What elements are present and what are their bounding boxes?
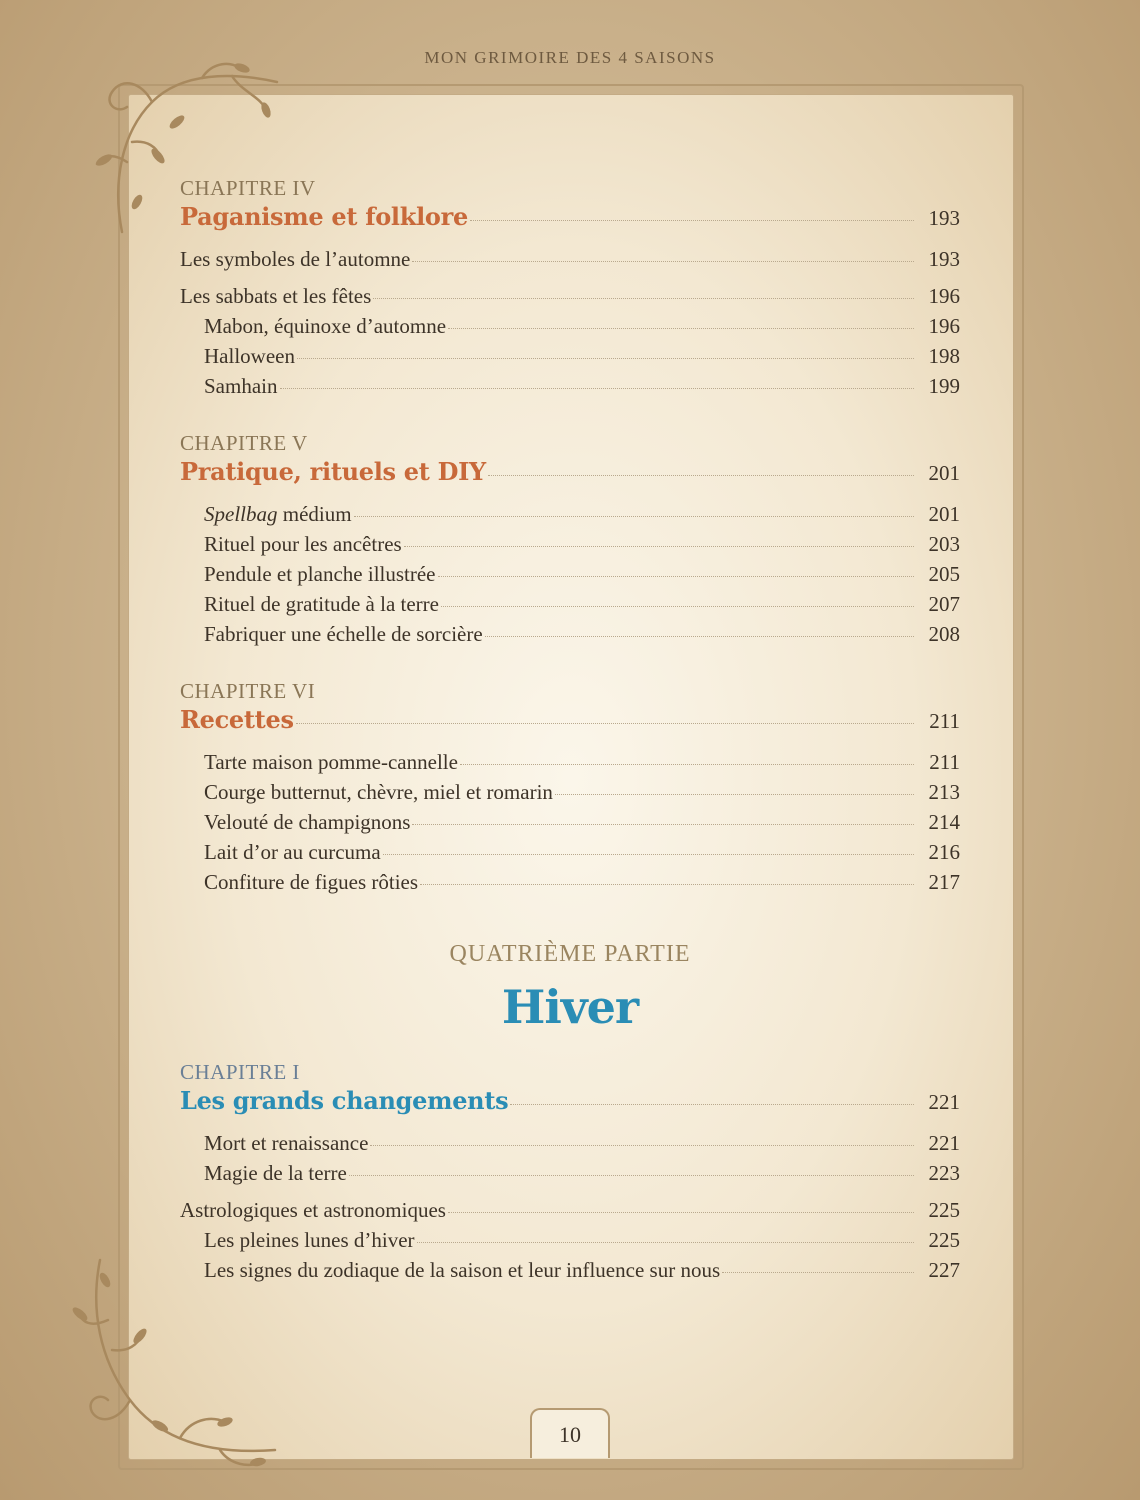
- dot-leader: [280, 388, 915, 389]
- toc-entry[interactable]: [180, 529, 960, 559]
- toc-entry[interactable]: [180, 747, 960, 777]
- dot-leader: [370, 1145, 914, 1146]
- chapter-title-row[interactable]: [180, 455, 960, 489]
- page-number: 196: [928, 284, 960, 308]
- page-number: 225: [928, 1198, 960, 1222]
- page-number: 201: [928, 461, 960, 485]
- dot-leader: [460, 764, 914, 765]
- chapter-title-row[interactable]: [180, 200, 960, 234]
- chapter-number: CHAPITRE VI: [180, 679, 316, 703]
- dot-leader: [722, 1272, 914, 1273]
- toc-entry[interactable]: [180, 499, 960, 529]
- dot-leader: [404, 546, 914, 547]
- dot-leader: [510, 1104, 914, 1105]
- dot-leader: [383, 854, 914, 855]
- toc-entry[interactable]: [180, 777, 960, 807]
- entry-label: Mabon, équinoxe d’automne: [204, 314, 447, 338]
- dot-leader: [470, 220, 914, 221]
- chapter-title: Les grands changements: [180, 1086, 509, 1115]
- dot-leader: [441, 606, 914, 607]
- dot-leader: [417, 1242, 914, 1243]
- chapter-title-row[interactable]: [180, 1084, 960, 1118]
- dot-leader: [448, 328, 914, 329]
- page-number: 196: [928, 314, 960, 338]
- toc-entry[interactable]: [180, 311, 960, 341]
- dot-leader: [488, 475, 914, 476]
- dot-leader: [373, 298, 914, 299]
- dot-leader: [438, 576, 914, 577]
- page-number: 214: [928, 810, 960, 834]
- chapter-number: CHAPITRE V: [180, 431, 308, 455]
- toc-entry[interactable]: [180, 559, 960, 589]
- chapter-block: [180, 1060, 960, 1285]
- entry-label: Les pleines lunes d’hiver: [204, 1228, 415, 1252]
- entry-label: Tarte maison pomme-cannelle: [204, 750, 458, 774]
- entry-label: Velouté de champignons: [204, 810, 411, 834]
- dot-leader: [420, 884, 914, 885]
- chapter-number: CHAPITRE IV: [180, 176, 316, 200]
- page-number: 223: [928, 1161, 960, 1185]
- page-number: 205: [928, 562, 960, 586]
- page-number: 211: [929, 709, 960, 733]
- entry-label: Samhain: [204, 374, 278, 398]
- chapter-title: Recettes: [180, 705, 294, 734]
- entry-label: Confiture de figues rôties: [204, 870, 419, 894]
- page-number: 211: [929, 750, 960, 774]
- entry-label: Rituel pour les ancêtres: [204, 532, 402, 556]
- toc-entry[interactable]: [180, 281, 960, 311]
- toc-entry[interactable]: [180, 837, 960, 867]
- chapter-title-row[interactable]: [180, 703, 960, 737]
- entry-label: Les symboles de l’automne: [180, 247, 411, 271]
- toc-entry[interactable]: [180, 341, 960, 371]
- toc-entry[interactable]: [180, 867, 960, 897]
- page-number: 193: [928, 247, 960, 271]
- dot-leader: [412, 824, 914, 825]
- page-number: 221: [928, 1090, 960, 1114]
- entry-label: Astrologiques et astronomiques: [180, 1198, 446, 1222]
- chapter-number: CHAPITRE I: [180, 1060, 300, 1084]
- entry-label: Magie de la terre: [204, 1161, 347, 1185]
- page-number: 203: [928, 532, 960, 556]
- dot-leader: [349, 1175, 914, 1176]
- toc-entry[interactable]: [180, 807, 960, 837]
- entry-label: Fabriquer une échelle de sorcière: [204, 622, 483, 646]
- dot-leader: [297, 358, 914, 359]
- part-label: QUATRIÈME PARTIE: [449, 941, 691, 967]
- dot-leader: [296, 723, 914, 724]
- toc-entry[interactable]: [180, 1158, 960, 1188]
- dot-leader: [412, 261, 914, 262]
- page-number: 227: [928, 1258, 960, 1282]
- entry-label-italic: Spellbag: [204, 502, 278, 526]
- page-number: 201: [928, 502, 960, 526]
- entry-label: [204, 499, 352, 529]
- toc-entry[interactable]: [180, 1255, 960, 1285]
- dot-leader: [448, 1212, 914, 1213]
- page-number: 198: [928, 344, 960, 368]
- toc-entry[interactable]: [180, 589, 960, 619]
- dot-leader: [354, 516, 914, 517]
- page-number: 225: [928, 1228, 960, 1252]
- page-number: 213: [928, 780, 960, 804]
- page-number: 221: [928, 1131, 960, 1155]
- running-head: MON GRIMOIRE DES 4 SAISONS: [424, 48, 716, 67]
- chapter-block: [180, 176, 960, 401]
- chapter-title: Paganisme et folklore: [180, 202, 468, 231]
- table-of-contents: [180, 176, 960, 1315]
- entry-label-rest: médium: [277, 502, 352, 526]
- part-title: Hiver: [501, 980, 639, 1034]
- page-number: 216: [928, 840, 960, 864]
- dot-leader: [485, 636, 914, 637]
- part-heading: [180, 941, 960, 1034]
- toc-entry[interactable]: [180, 619, 960, 649]
- page-number: 217: [928, 870, 960, 894]
- toc-entry[interactable]: [180, 1225, 960, 1255]
- entry-label: Rituel de gratitude à la terre: [204, 592, 439, 616]
- chapter-block: [180, 431, 960, 649]
- entry-label: Mort et renaissance: [204, 1131, 369, 1155]
- chapter-title: Pratique, rituels et DIY: [180, 457, 486, 486]
- page-number: 199: [928, 374, 960, 398]
- entry-label: Courge butternut, chèvre, miel et romarin: [204, 780, 553, 804]
- toc-entry[interactable]: [180, 244, 960, 274]
- chapter-block: [180, 679, 960, 897]
- entry-label: Les signes du zodiaque de la saison et leur influence sur nous: [204, 1258, 721, 1282]
- toc-entry[interactable]: [180, 1128, 960, 1158]
- entry-label: Les sabbats et les fêtes: [180, 284, 372, 308]
- page-number: 193: [928, 206, 960, 230]
- folio-page-number: 10: [530, 1408, 610, 1458]
- page-number: 208: [928, 622, 960, 646]
- toc-entry[interactable]: [180, 371, 960, 401]
- toc-entry[interactable]: [180, 1195, 960, 1225]
- entry-label: Pendule et planche illustrée: [204, 562, 436, 586]
- entry-label: Lait d’or au curcuma: [204, 840, 381, 864]
- entry-label: Halloween: [204, 344, 295, 368]
- dot-leader: [555, 794, 914, 795]
- page-number: 207: [928, 592, 960, 616]
